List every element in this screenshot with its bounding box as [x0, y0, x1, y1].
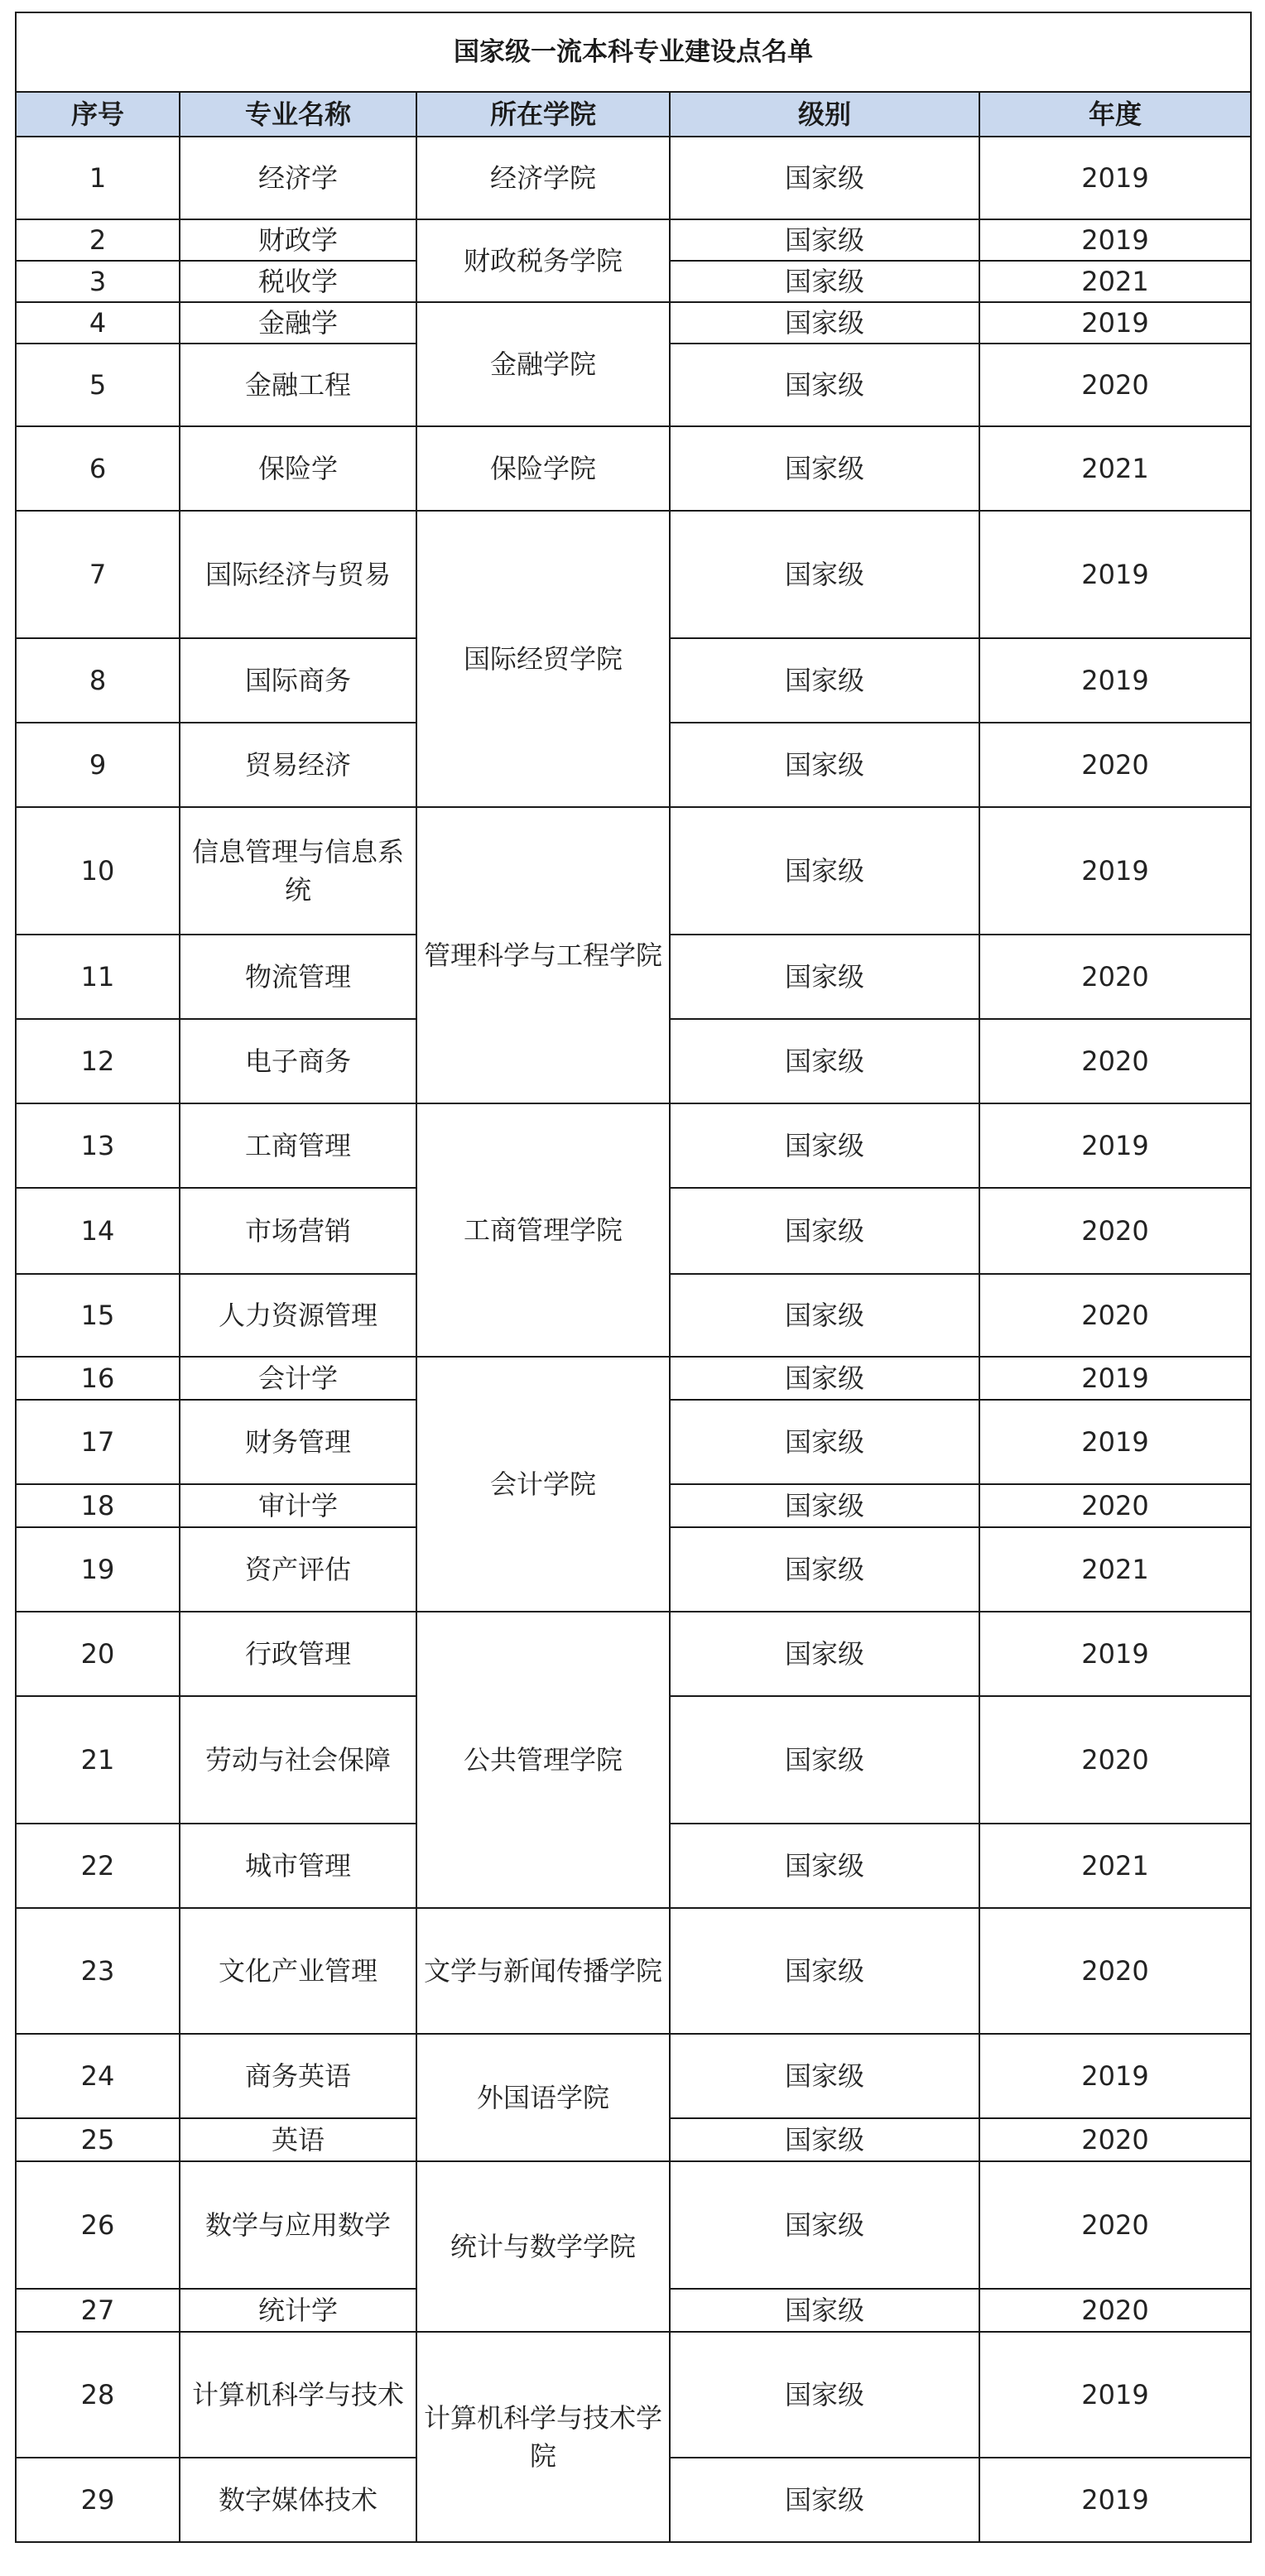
- cell-level: 国家级: [670, 1357, 979, 1400]
- cell-level: 国家级: [670, 1527, 979, 1612]
- cell-major: 计算机科学与技术: [180, 2332, 416, 2458]
- cell-index: 14: [16, 1188, 180, 1274]
- table-row: [16, 219, 1251, 261]
- cell-year: 2019: [979, 1612, 1251, 1696]
- cell-year: 2020: [979, 1908, 1251, 2034]
- cell-major: 劳动与社会保障: [180, 1696, 416, 1824]
- cell-year: 2021: [979, 1824, 1251, 1908]
- cell-major: 财务管理: [180, 1400, 416, 1484]
- cell-index: 16: [16, 1357, 180, 1400]
- cell-year: 2021: [979, 426, 1251, 511]
- cell-index: 5: [16, 344, 180, 426]
- cell-college: 计算机科学与技术学院: [416, 2332, 670, 2542]
- cell-index: 21: [16, 1696, 180, 1824]
- cell-level: 国家级: [670, 2118, 979, 2161]
- table-row: [16, 511, 1251, 638]
- cell-major: 财政学: [180, 219, 416, 261]
- cell-index: 27: [16, 2289, 180, 2332]
- cell-level: 国家级: [670, 1274, 979, 1357]
- cell-year: 2019: [979, 2034, 1251, 2118]
- cell-college: 金融学院: [416, 302, 670, 426]
- cell-year: 2019: [979, 1103, 1251, 1188]
- cell-major: 贸易经济: [180, 723, 416, 807]
- col-header-year: 年度: [979, 92, 1251, 137]
- cell-major: 信息管理与信息系统: [180, 807, 416, 935]
- cell-major: 会计学: [180, 1357, 416, 1400]
- cell-level: 国家级: [670, 2289, 979, 2332]
- cell-year: 2020: [979, 2289, 1251, 2332]
- table-row: [16, 807, 1251, 935]
- cell-major: 数字媒体技术: [180, 2458, 416, 2542]
- header-row: [16, 92, 1251, 137]
- cell-index: 19: [16, 1527, 180, 1612]
- cell-index: 22: [16, 1824, 180, 1908]
- cell-college: 统计与数学学院: [416, 2161, 670, 2332]
- cell-index: 8: [16, 638, 180, 723]
- cell-level: 国家级: [670, 344, 979, 426]
- cell-index: 15: [16, 1274, 180, 1357]
- cell-index: 3: [16, 261, 180, 302]
- cell-index: 12: [16, 1019, 180, 1103]
- col-header-major: 专业名称: [180, 92, 416, 137]
- cell-level: 国家级: [670, 1188, 979, 1274]
- cell-year: 2019: [979, 1400, 1251, 1484]
- cell-level: 国家级: [670, 935, 979, 1019]
- cell-level: 国家级: [670, 1484, 979, 1527]
- cell-year: 2020: [979, 1696, 1251, 1824]
- cell-college: 财政税务学院: [416, 219, 670, 302]
- cell-index: 29: [16, 2458, 180, 2542]
- col-header-level: 级别: [670, 92, 979, 137]
- cell-major: 税收学: [180, 261, 416, 302]
- cell-college: 国际经贸学院: [416, 511, 670, 807]
- table-row: [16, 2034, 1251, 2118]
- cell-index: 7: [16, 511, 180, 638]
- cell-year: 2020: [979, 1274, 1251, 1357]
- table-row: [16, 426, 1251, 511]
- cell-level: 国家级: [670, 1019, 979, 1103]
- cell-year: 2020: [979, 344, 1251, 426]
- table-row: [16, 2332, 1251, 2458]
- cell-major: 市场营销: [180, 1188, 416, 1274]
- cell-year: 2020: [979, 723, 1251, 807]
- cell-level: 国家级: [670, 807, 979, 935]
- title-row: [16, 12, 1251, 92]
- cell-major: 经济学: [180, 137, 416, 219]
- cell-year: 2020: [979, 1019, 1251, 1103]
- cell-year: 2020: [979, 2118, 1251, 2161]
- cell-major: 英语: [180, 2118, 416, 2161]
- cell-index: 17: [16, 1400, 180, 1484]
- cell-year: 2021: [979, 261, 1251, 302]
- cell-major: 人力资源管理: [180, 1274, 416, 1357]
- cell-major: 物流管理: [180, 935, 416, 1019]
- cell-level: 国家级: [670, 2458, 979, 2542]
- cell-level: 国家级: [670, 1908, 979, 2034]
- cell-major: 保险学: [180, 426, 416, 511]
- cell-major: 文化产业管理: [180, 1908, 416, 2034]
- table-row: [16, 1612, 1251, 1696]
- table-row: [16, 1103, 1251, 1188]
- cell-level: 国家级: [670, 1696, 979, 1824]
- cell-major: 工商管理: [180, 1103, 416, 1188]
- cell-college: 文学与新闻传播学院: [416, 1908, 670, 2034]
- cell-level: 国家级: [670, 219, 979, 261]
- cell-index: 11: [16, 935, 180, 1019]
- cell-major: 数学与应用数学: [180, 2161, 416, 2289]
- cell-major: 审计学: [180, 1484, 416, 1527]
- table-row: [16, 137, 1251, 219]
- cell-year: 2020: [979, 1188, 1251, 1274]
- majors-table: [15, 12, 1252, 2543]
- cell-level: 国家级: [670, 1824, 979, 1908]
- cell-year: 2019: [979, 219, 1251, 261]
- table-row: [16, 1357, 1251, 1400]
- table-row: [16, 1908, 1251, 2034]
- col-header-index: 序号: [16, 92, 180, 137]
- cell-index: 28: [16, 2332, 180, 2458]
- cell-year: 2019: [979, 511, 1251, 638]
- cell-level: 国家级: [670, 1400, 979, 1484]
- cell-level: 国家级: [670, 2034, 979, 2118]
- cell-year: 2020: [979, 935, 1251, 1019]
- cell-index: 24: [16, 2034, 180, 2118]
- cell-index: 26: [16, 2161, 180, 2289]
- cell-level: 国家级: [670, 723, 979, 807]
- cell-index: 2: [16, 219, 180, 261]
- cell-level: 国家级: [670, 2161, 979, 2289]
- cell-level: 国家级: [670, 137, 979, 219]
- cell-level: 国家级: [670, 426, 979, 511]
- cell-index: 1: [16, 137, 180, 219]
- cell-major: 电子商务: [180, 1019, 416, 1103]
- cell-index: 9: [16, 723, 180, 807]
- cell-year: 2020: [979, 1484, 1251, 1527]
- cell-year: 2019: [979, 638, 1251, 723]
- table-row: [16, 2161, 1251, 2289]
- cell-major: 资产评估: [180, 1527, 416, 1612]
- cell-college: 工商管理学院: [416, 1103, 670, 1357]
- cell-major: 国际商务: [180, 638, 416, 723]
- cell-college: 保险学院: [416, 426, 670, 511]
- cell-year: 2019: [979, 302, 1251, 344]
- cell-college: 经济学院: [416, 137, 670, 219]
- cell-major: 金融工程: [180, 344, 416, 426]
- cell-level: 国家级: [670, 511, 979, 638]
- cell-index: 6: [16, 426, 180, 511]
- cell-year: 2019: [979, 1357, 1251, 1400]
- cell-index: 4: [16, 302, 180, 344]
- cell-major: 统计学: [180, 2289, 416, 2332]
- cell-college: 外国语学院: [416, 2034, 670, 2161]
- cell-index: 13: [16, 1103, 180, 1188]
- cell-index: 10: [16, 807, 180, 935]
- cell-level: 国家级: [670, 1103, 979, 1188]
- cell-year: 2019: [979, 807, 1251, 935]
- cell-index: 18: [16, 1484, 180, 1527]
- cell-major: 金融学: [180, 302, 416, 344]
- cell-index: 20: [16, 1612, 180, 1696]
- cell-year: 2020: [979, 2161, 1251, 2289]
- cell-college: 会计学院: [416, 1357, 670, 1612]
- cell-level: 国家级: [670, 638, 979, 723]
- cell-major: 城市管理: [180, 1824, 416, 1908]
- col-header-college: 所在学院: [416, 92, 670, 137]
- cell-year: 2019: [979, 2458, 1251, 2542]
- cell-year: 2021: [979, 1527, 1251, 1612]
- cell-major: 行政管理: [180, 1612, 416, 1696]
- table-title: 国家级一流本科专业建设点名单: [16, 12, 1251, 92]
- cell-level: 国家级: [670, 1612, 979, 1696]
- cell-college: 管理科学与工程学院: [416, 807, 670, 1103]
- cell-level: 国家级: [670, 302, 979, 344]
- cell-college: 公共管理学院: [416, 1612, 670, 1908]
- cell-level: 国家级: [670, 2332, 979, 2458]
- cell-major: 国际经济与贸易: [180, 511, 416, 638]
- cell-index: 23: [16, 1908, 180, 2034]
- cell-index: 25: [16, 2118, 180, 2161]
- cell-major: 商务英语: [180, 2034, 416, 2118]
- cell-year: 2019: [979, 137, 1251, 219]
- table-row: [16, 302, 1251, 344]
- cell-year: 2019: [979, 2332, 1251, 2458]
- cell-level: 国家级: [670, 261, 979, 302]
